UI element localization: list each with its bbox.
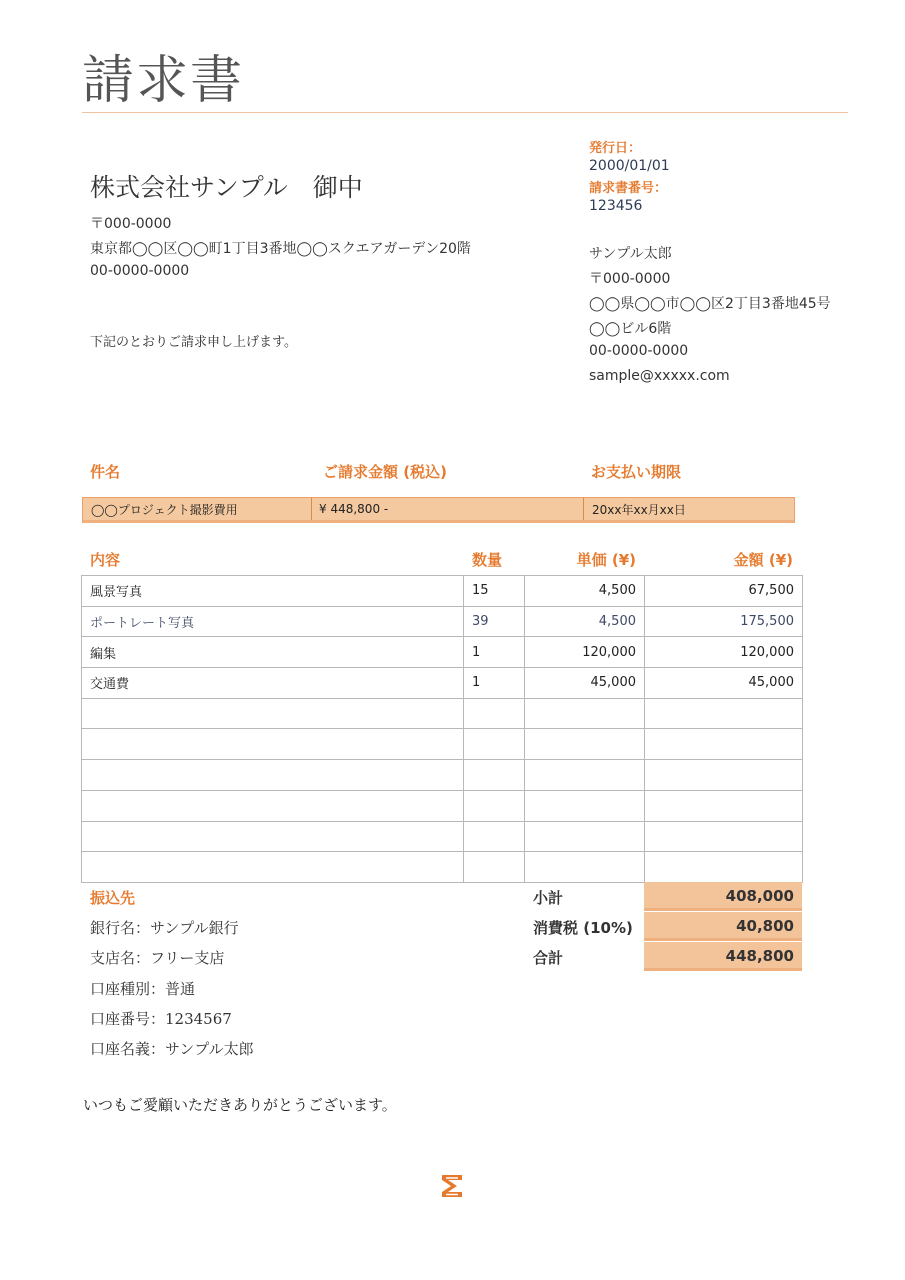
cell-description — [82, 729, 464, 760]
cell-amount: 175,500 — [645, 606, 803, 637]
sender-zip: 〒000-0000 — [589, 271, 671, 287]
cell-description — [82, 760, 464, 791]
table-row — [82, 606, 803, 637]
line-items-table — [81, 575, 803, 883]
cell-unit-price — [525, 790, 645, 821]
subtotal-label: 小計 — [533, 889, 564, 907]
summary-row — [82, 497, 795, 523]
summary-due-date: 20xx年xx月xx日 — [592, 502, 686, 517]
table-row — [82, 576, 803, 607]
cell-quantity — [464, 729, 525, 760]
sender-address-line1: ◯◯県◯◯市◯◯区2丁目3番地45号 — [589, 296, 831, 312]
invoice-number-label: 請求書番号： — [589, 181, 668, 196]
table-row — [82, 668, 803, 699]
cell-amount — [645, 821, 803, 852]
cell-quantity: 1 — [464, 668, 525, 699]
cell-quantity — [464, 821, 525, 852]
cell-unit-price: 120,000 — [525, 637, 645, 668]
subtotal-value: 408,000 — [644, 882, 802, 911]
cell-description — [82, 790, 464, 821]
cell-unit-price — [525, 698, 645, 729]
cell-description — [82, 852, 464, 883]
cell-amount: 120,000 — [645, 637, 803, 668]
cell-description — [82, 698, 464, 729]
total-value: 448,800 — [644, 942, 802, 971]
bank-name: 銀行名：サンプル銀行 — [90, 919, 239, 937]
table-row — [82, 821, 803, 852]
tax-value: 40,800 — [644, 912, 802, 941]
cell-unit-price: 4,500 — [525, 576, 645, 607]
invoice-number: 123456 — [589, 198, 643, 214]
cell-quantity: 39 — [464, 606, 525, 637]
account-number: 口座番号：1234567 — [90, 1010, 232, 1028]
cell-unit-price — [525, 821, 645, 852]
summary-subject: ◯◯プロジェクト撮影費用 — [83, 498, 312, 520]
cell-amount — [645, 790, 803, 821]
account-type: 口座種別：普通 — [90, 980, 196, 998]
cell-description: 編集 — [82, 637, 464, 668]
cell-quantity — [464, 760, 525, 791]
table-row — [82, 637, 803, 668]
closing-message: いつもご愛顧いただきありがとうございます。 — [83, 1096, 397, 1114]
subject-label: 件名 — [90, 463, 121, 481]
column-header-quantity: 数量 — [472, 551, 503, 569]
title-divider — [82, 112, 848, 113]
table-row — [82, 790, 803, 821]
cell-quantity: 1 — [464, 637, 525, 668]
table-row — [82, 760, 803, 791]
cell-amount: 67,500 — [645, 576, 803, 607]
billing-amount-label: ご請求金額 (税込) — [323, 463, 447, 481]
cell-quantity — [464, 790, 525, 821]
column-header-description: 内容 — [90, 551, 121, 569]
due-date-label: お支払い期限 — [591, 463, 682, 481]
cell-unit-price — [525, 852, 645, 883]
cell-description: 風景写真 — [82, 576, 464, 607]
client-address: 東京都◯◯区◯◯町1丁目3番地◯◯スクエアガーデン20階 — [90, 241, 471, 257]
cell-description — [82, 821, 464, 852]
cell-unit-price: 45,000 — [525, 668, 645, 699]
intro-text: 下記のとおりご請求申し上げます。 — [90, 335, 297, 350]
cell-quantity — [464, 852, 525, 883]
sender-email: sample@xxxxx.com — [589, 368, 730, 384]
client-zip: 〒000-0000 — [90, 216, 172, 232]
table-row — [82, 729, 803, 760]
column-header-unit-price: 単価 (¥) — [576, 551, 636, 569]
table-row — [82, 698, 803, 729]
cell-amount — [645, 852, 803, 883]
cell-unit-price — [525, 760, 645, 791]
summary-amount: ¥ 448,800 - — [312, 498, 584, 520]
sender-phone: 00-0000-0000 — [589, 343, 689, 359]
account-holder: 口座名義：サンプル太郎 — [90, 1040, 254, 1058]
cell-amount: 45,000 — [645, 668, 803, 699]
client-name: 株式会社サンプル 御中 — [90, 173, 363, 202]
cell-quantity: 15 — [464, 576, 525, 607]
page-title: 請求書 — [82, 51, 245, 111]
cell-description: 交通費 — [82, 668, 464, 699]
total-label: 合計 — [533, 949, 564, 967]
table-row — [82, 852, 803, 883]
sender-name: サンプル太郎 — [589, 246, 672, 262]
cell-amount — [645, 760, 803, 791]
bank-section-title: 振込先 — [90, 889, 136, 907]
cell-unit-price — [525, 729, 645, 760]
bank-branch: 支店名：フリー支店 — [90, 949, 225, 967]
client-phone: 00-0000-0000 — [90, 263, 190, 279]
issue-date: 2000/01/01 — [589, 158, 670, 174]
cell-amount — [645, 729, 803, 760]
issue-date-label: 発行日： — [589, 141, 642, 156]
cell-quantity — [464, 698, 525, 729]
cell-description: ポートレート写真 — [82, 606, 464, 637]
column-header-amount: 金額 (¥) — [733, 551, 793, 569]
cell-amount — [645, 698, 803, 729]
sender-address-line2: ◯◯ビル6階 — [589, 321, 672, 337]
tax-label: 消費税 (10%) — [533, 919, 633, 937]
cell-unit-price: 4,500 — [525, 606, 645, 637]
hourglass-logo-icon — [438, 1172, 466, 1200]
